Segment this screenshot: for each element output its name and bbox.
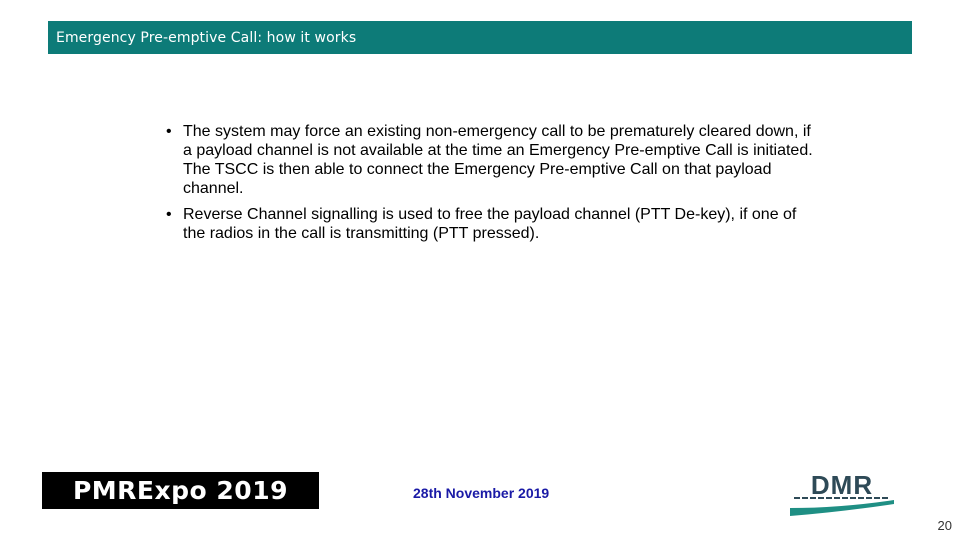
bullet-icon: • <box>166 123 172 140</box>
page-number: 20 <box>937 518 952 533</box>
bullet-item <box>164 205 814 243</box>
title-bar <box>48 21 912 54</box>
bullet-icon: • <box>166 206 172 223</box>
dmr-swoosh-icon <box>790 500 894 516</box>
pmrexpo-logo <box>42 472 319 509</box>
footer-date: 28th November 2019 <box>413 485 550 501</box>
bullet-list <box>164 122 814 250</box>
bullet-item <box>164 122 814 198</box>
pmrexpo-logo-text: PMRExpo 2019 <box>72 476 288 505</box>
dmr-logo <box>790 472 896 516</box>
bullet-text: The system may force an existing non-emergency call to be prematurely cleared down, if a payload channel is not available at the time an Emergency Pre-emptive Call is initiated. The TSCC is then able to connect the Emergency Pre-emptive Call on that payload channel. <box>183 123 813 197</box>
dmr-logo-text: DMR <box>810 472 874 500</box>
bullet-text: Reverse Channel signalling is used to free the payload channel (PTT De-key), if one of the radios in the call is transmitting (PTT pressed). <box>183 206 797 242</box>
slide-title: Emergency Pre-emptive Call: how it works <box>56 29 357 46</box>
